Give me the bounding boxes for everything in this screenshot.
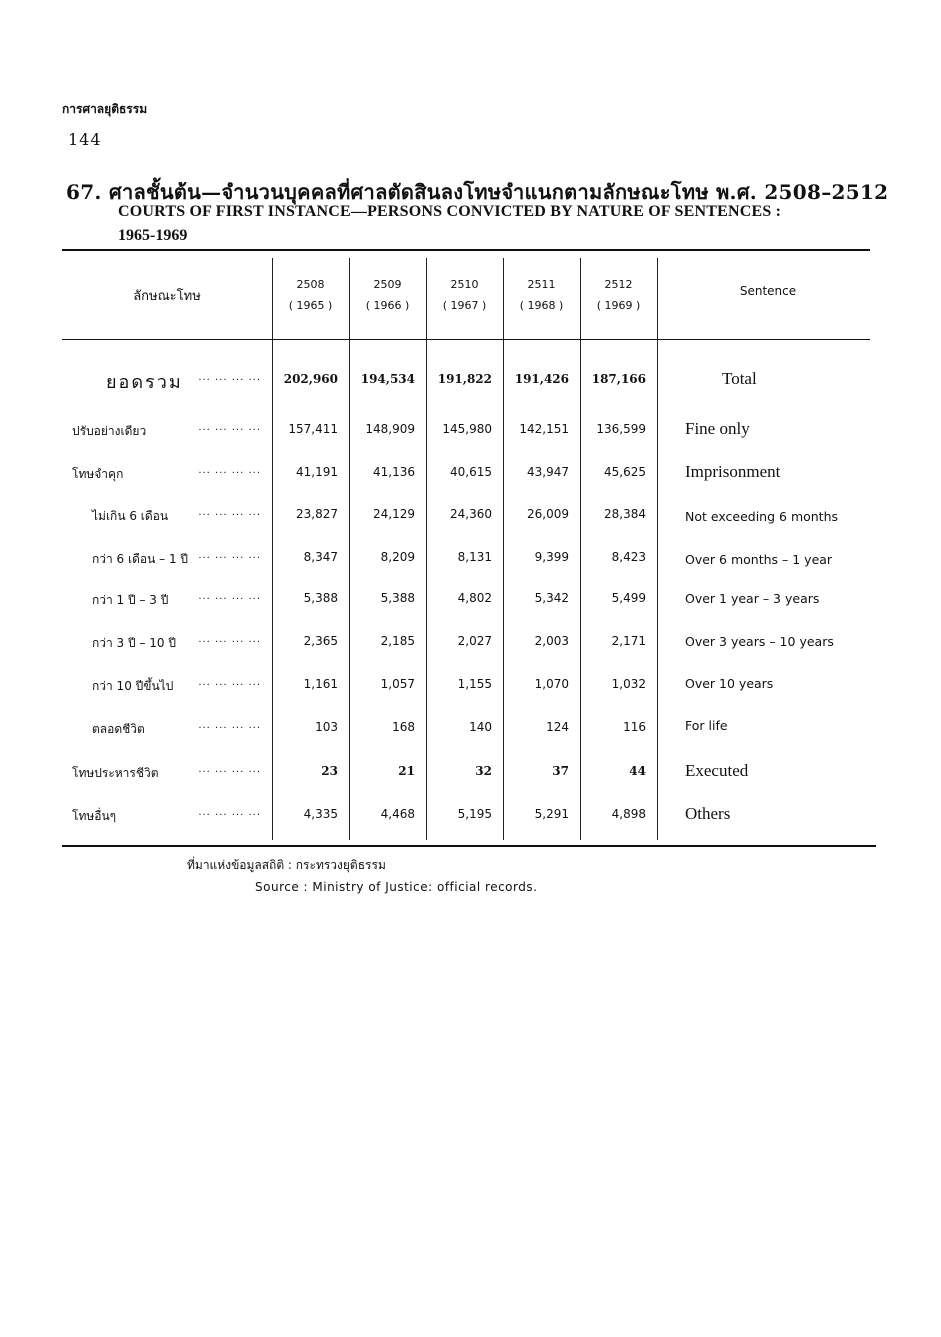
cell-value: 2,365 xyxy=(303,634,338,648)
table-row xyxy=(0,677,941,707)
cell-value: 8,209 xyxy=(380,550,415,564)
row-label-thai: ไม่เกิน 6 เดือน xyxy=(92,509,169,523)
year-column-header: 2511 ( 1968 ) xyxy=(519,278,564,312)
column-divider xyxy=(272,258,273,840)
cell-value: 103 xyxy=(315,720,338,734)
cell-value: 168 xyxy=(392,720,415,734)
row-label-thai: โทษจำคุก xyxy=(72,467,124,481)
row-label-english: Over 6 months – 1 year xyxy=(685,552,833,567)
cell-value: 194,534 xyxy=(360,372,415,386)
cell-value: 24,360 xyxy=(450,507,492,521)
source-note-english: Source : Ministry of Justice: official records. xyxy=(255,880,538,894)
table-row-total xyxy=(0,369,941,402)
row-label-thai: กว่า 3 ปี – 10 ปี xyxy=(92,636,176,650)
cell-value: 26,009 xyxy=(527,507,569,521)
cell-value: 37 xyxy=(552,764,569,778)
cell-value: 4,802 xyxy=(457,591,492,605)
cell-value: 148,909 xyxy=(365,422,415,436)
english-column-header: Sentence xyxy=(739,284,797,298)
cell-value: 32 xyxy=(475,764,492,778)
cell-value: 8,423 xyxy=(611,550,646,564)
leader-dots: ... ... ... ... xyxy=(198,807,261,818)
column-divider xyxy=(426,258,427,840)
row-label-thai: โทษอื่นๆ xyxy=(72,809,117,823)
cell-value: 24,129 xyxy=(373,507,415,521)
column-divider xyxy=(349,258,350,840)
cell-value: 2,003 xyxy=(534,634,569,648)
row-label-english: Over 10 years xyxy=(685,676,774,691)
cell-value: 41,136 xyxy=(373,465,415,479)
cell-value: 124 xyxy=(546,720,569,734)
cell-value: 23,827 xyxy=(296,507,338,521)
department-header: การศาลยุติธรรม xyxy=(62,102,148,116)
cell-value: 2,185 xyxy=(380,634,415,648)
cell-value: 2,171 xyxy=(611,634,646,648)
cell-value: 145,980 xyxy=(442,422,492,436)
row-label-thai: กว่า 1 ปี – 3 ปี xyxy=(92,593,169,607)
leader-dots: ... ... ... ... xyxy=(198,720,261,731)
cell-value: 142,151 xyxy=(519,422,569,436)
table-row xyxy=(0,507,941,537)
cell-value: 28,384 xyxy=(604,507,646,521)
table-row xyxy=(0,419,941,452)
cell-value: 41,191 xyxy=(296,465,338,479)
source-note-thai: ที่มาแห่งข้อมูลสถิติ : กระทรวงยุติธรรม xyxy=(187,858,386,872)
table-title-english: COURTS OF FIRST INSTANCE—PERSONS CONVICTED BY NATURE OF SENTENCES : xyxy=(118,203,782,220)
cell-value: 5,342 xyxy=(534,591,569,605)
cell-value: 5,388 xyxy=(303,591,338,605)
cell-value: 43,947 xyxy=(527,465,569,479)
row-label-english: Executed xyxy=(685,761,749,780)
leader-dots: ... ... ... ... xyxy=(198,677,261,688)
cell-value: 1,070 xyxy=(534,677,569,691)
table-row xyxy=(0,462,941,495)
column-divider xyxy=(657,258,658,840)
cell-value: 5,388 xyxy=(380,591,415,605)
cell-value: 191,426 xyxy=(514,372,569,386)
row-label-english: Not exceeding 6 months xyxy=(685,509,839,524)
leader-dots: ... ... ... ... xyxy=(198,465,261,476)
leader-dots: ... ... ... ... xyxy=(198,372,261,383)
row-label-english: Over 1 year – 3 years xyxy=(685,591,820,606)
cell-value: 8,131 xyxy=(457,550,492,564)
leader-dots: ... ... ... ... xyxy=(198,422,261,433)
row-label-thai: ตลอดชีวิต xyxy=(92,722,145,736)
year-column-header: 2508 ( 1965 ) xyxy=(288,278,333,312)
year-column-header: 2509 ( 1966 ) xyxy=(365,278,410,312)
leader-dots: ... ... ... ... xyxy=(198,764,261,775)
column-divider xyxy=(503,258,504,840)
table-title-years: 1965-1969 xyxy=(118,227,188,244)
cell-value: 136,599 xyxy=(596,422,646,436)
row-label-thai: ยอดรวม xyxy=(106,372,183,393)
table-row xyxy=(0,720,941,750)
cell-value: 2,027 xyxy=(457,634,492,648)
cell-value: 5,499 xyxy=(611,591,646,605)
cell-value: 4,898 xyxy=(611,807,646,821)
cell-value: 5,195 xyxy=(457,807,492,821)
page-number: 144 xyxy=(68,130,102,149)
row-label-english: Imprisonment xyxy=(685,462,781,481)
table-row xyxy=(0,591,941,621)
table-row xyxy=(0,804,941,837)
cell-value: 1,057 xyxy=(380,677,415,691)
table-row xyxy=(0,550,941,580)
cell-value: 23 xyxy=(321,764,338,778)
row-label-thai: กว่า 6 เดือน – 1 ปี xyxy=(92,552,189,566)
row-label-english: Fine only xyxy=(685,419,750,438)
leader-dots: ... ... ... ... xyxy=(198,507,261,518)
cell-value: 8,347 xyxy=(303,550,338,564)
year-column-header: 2512 ( 1969 ) xyxy=(596,278,641,312)
cell-value: 21 xyxy=(398,764,415,778)
cell-value: 202,960 xyxy=(283,372,338,386)
cell-value: 5,291 xyxy=(534,807,569,821)
row-label-english: Over 3 years – 10 years xyxy=(685,634,834,649)
thai-column-header: ลักษณะโทษ xyxy=(133,289,201,304)
cell-value: 4,335 xyxy=(303,807,338,821)
cell-value: 9,399 xyxy=(534,550,569,564)
row-label-english: For life xyxy=(685,718,728,733)
table-row xyxy=(0,761,941,794)
column-divider xyxy=(580,258,581,840)
row-label-thai: โทษประหารชีวิต xyxy=(72,766,159,780)
cell-value: 1,161 xyxy=(303,677,338,691)
table-title-thai: 67. ศาลชั้นต้น—จำนวนบุคคลที่ศาลตัดสินลงโทษจำแนกตามลักษณะโทษ พ.ศ. 2508–2512 xyxy=(66,180,889,204)
leader-dots: ... ... ... ... xyxy=(198,591,261,602)
cell-value: 4,468 xyxy=(380,807,415,821)
table-row xyxy=(0,634,941,664)
cell-value: 157,411 xyxy=(288,422,338,436)
cell-value: 45,625 xyxy=(604,465,646,479)
cell-value: 116 xyxy=(623,720,646,734)
leader-dots: ... ... ... ... xyxy=(198,634,261,645)
cell-value: 44 xyxy=(629,764,646,778)
cell-value: 40,615 xyxy=(450,465,492,479)
row-label-thai: กว่า 10 ปีขึ้นไป xyxy=(92,679,174,693)
header-bottom-rule xyxy=(62,339,870,340)
cell-value: 1,155 xyxy=(457,677,492,691)
row-label-thai: ปรับอย่างเดียว xyxy=(72,424,147,438)
cell-value: 187,166 xyxy=(591,372,646,386)
table-top-rule xyxy=(62,249,870,251)
row-label-english: Total xyxy=(722,369,757,388)
year-column-header: 2510 ( 1967 ) xyxy=(442,278,487,312)
row-label-english: Others xyxy=(685,804,731,823)
leader-dots: ... ... ... ... xyxy=(198,550,261,561)
cell-value: 1,032 xyxy=(611,677,646,691)
table-bottom-rule xyxy=(62,845,876,847)
cell-value: 140 xyxy=(469,720,492,734)
cell-value: 191,822 xyxy=(437,372,492,386)
